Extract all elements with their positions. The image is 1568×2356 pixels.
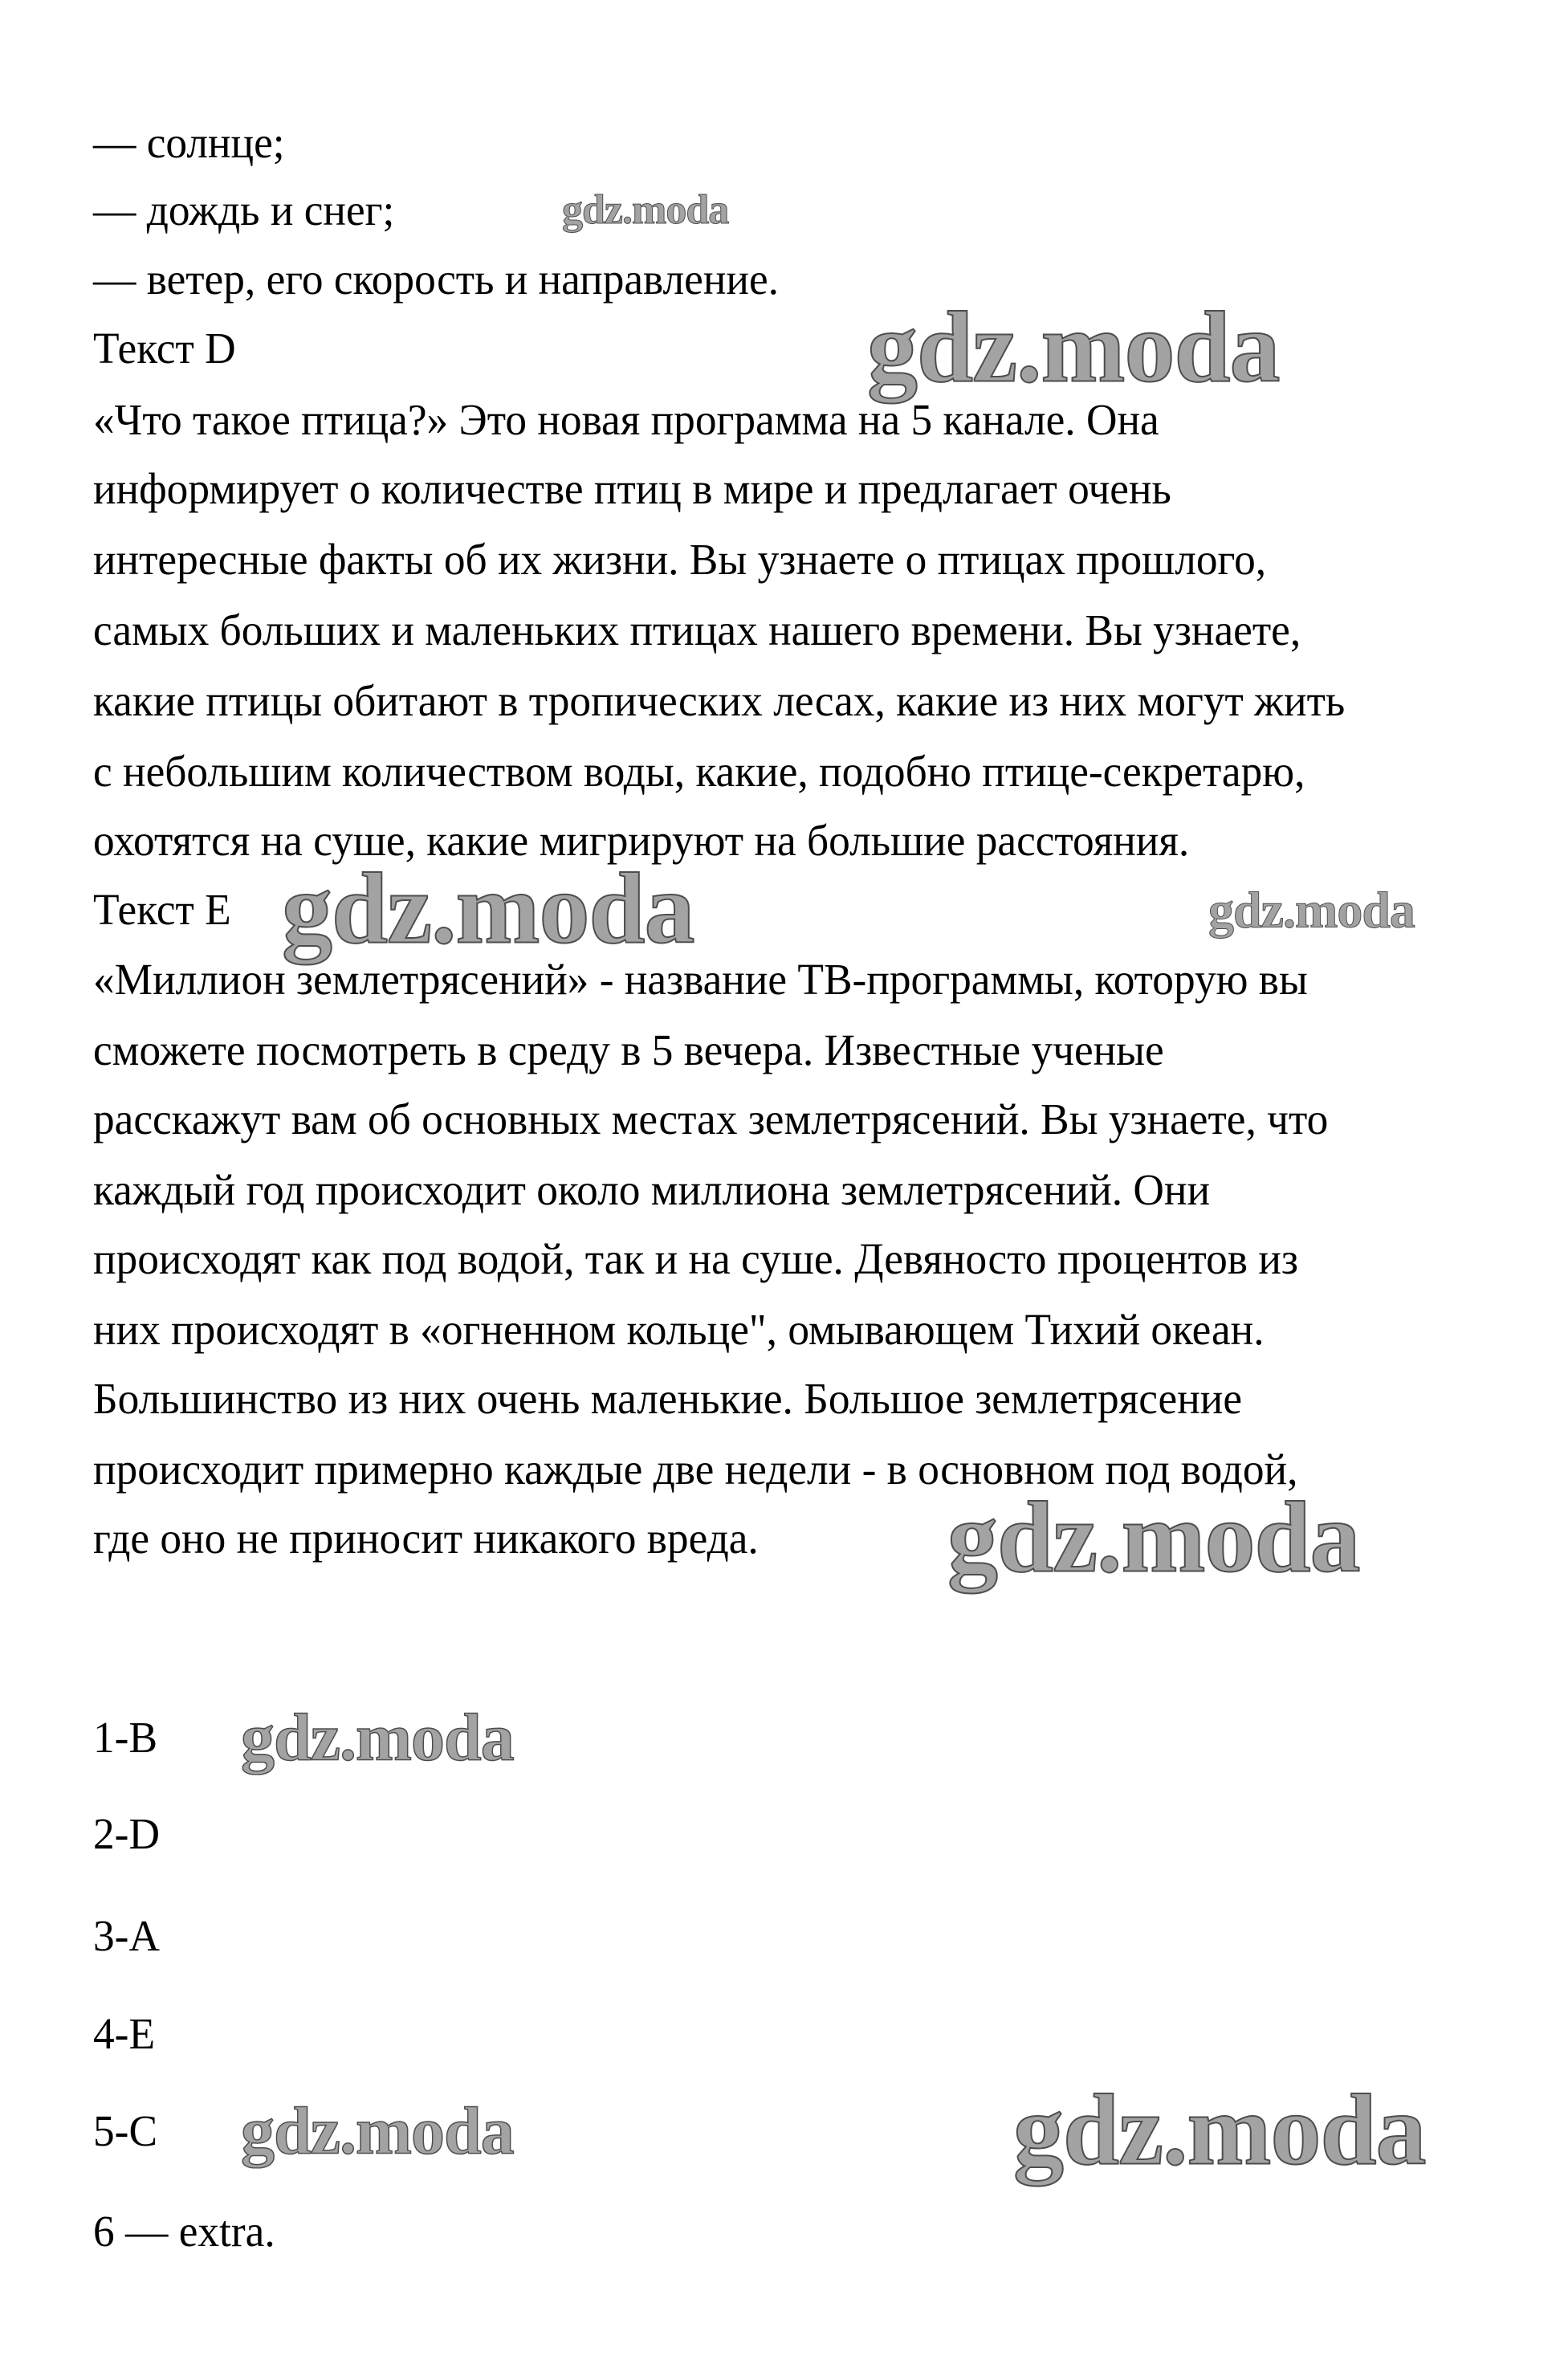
watermark: gdz.moda	[1013, 2074, 1426, 2187]
list-item: — дождь и снег;	[93, 185, 395, 234]
paragraph-line: самых больших и маленьких птицах нашего времени. Вы узнаете,	[93, 605, 1301, 654]
paragraph-line: с небольшим количеством воды, какие, подобно птице-секретарю,	[93, 747, 1305, 796]
paragraph-line: где оно не приносит никакого вреда.	[93, 1514, 759, 1563]
paragraph-line: «Что такое птица?» Это новая программа на 5 канале. Она	[93, 395, 1159, 444]
paragraph-line: охотятся на суше, какие мигрируют на большие расстояния.	[93, 816, 1190, 865]
paragraph-line: Большинство из них очень маленькие. Большое землетрясение	[93, 1374, 1243, 1423]
watermark: gdz.moda	[241, 1700, 514, 1775]
paragraph-line: информирует о количестве птиц в мире и предлагает очень	[93, 464, 1171, 513]
watermark: gdz.moda	[282, 853, 694, 965]
paragraph-line: интересные факты об их жизни. Вы узнаете о птицах прошлого,	[93, 535, 1267, 584]
paragraph-line: расскажут вам об основных местах землетрясений. Вы узнаете, что	[93, 1094, 1329, 1143]
answer-item: 6 — extra.	[93, 2207, 275, 2256]
list-item: — солнце;	[93, 118, 285, 167]
watermark: gdz.moda	[947, 1482, 1360, 1594]
watermark: gdz.moda	[241, 2093, 514, 2169]
text-d-heading: Текст D	[93, 324, 236, 373]
text-e-heading: Текст E	[93, 885, 231, 934]
paragraph-line: происходят как под водой, так и на суше. Девяносто процентов из	[93, 1234, 1298, 1283]
paragraph-line: сможете посмотреть в среду в 5 вечера. Известные ученые	[93, 1025, 1164, 1074]
paragraph-line: каждый год происходит около миллиона землетрясений. Они	[93, 1165, 1211, 1214]
answer-item: 1-B	[93, 1713, 158, 1762]
watermark: gdz.moda	[1208, 881, 1415, 939]
paragraph-line: происходит примерно каждые две недели - в основном под водой,	[93, 1445, 1298, 1494]
answer-item: 4-E	[93, 2009, 156, 2058]
watermark: gdz.moda	[867, 291, 1280, 404]
watermark: gdz.moda	[562, 187, 729, 234]
answer-item: 2-D	[93, 1809, 160, 1858]
answer-item: 3-A	[93, 1911, 160, 1960]
list-item: — ветер, его скорость и направление.	[93, 255, 779, 304]
answer-item: 5-C	[93, 2106, 158, 2155]
paragraph-line: «Миллион землетрясений» - название ТВ-программы, которую вы	[93, 955, 1308, 1004]
paragraph-line: них происходят в «огненном кольце", омывающем Тихий океан.	[93, 1305, 1265, 1354]
paragraph-line: какие птицы обитают в тропических лесах, какие из них могут жить	[93, 676, 1346, 725]
